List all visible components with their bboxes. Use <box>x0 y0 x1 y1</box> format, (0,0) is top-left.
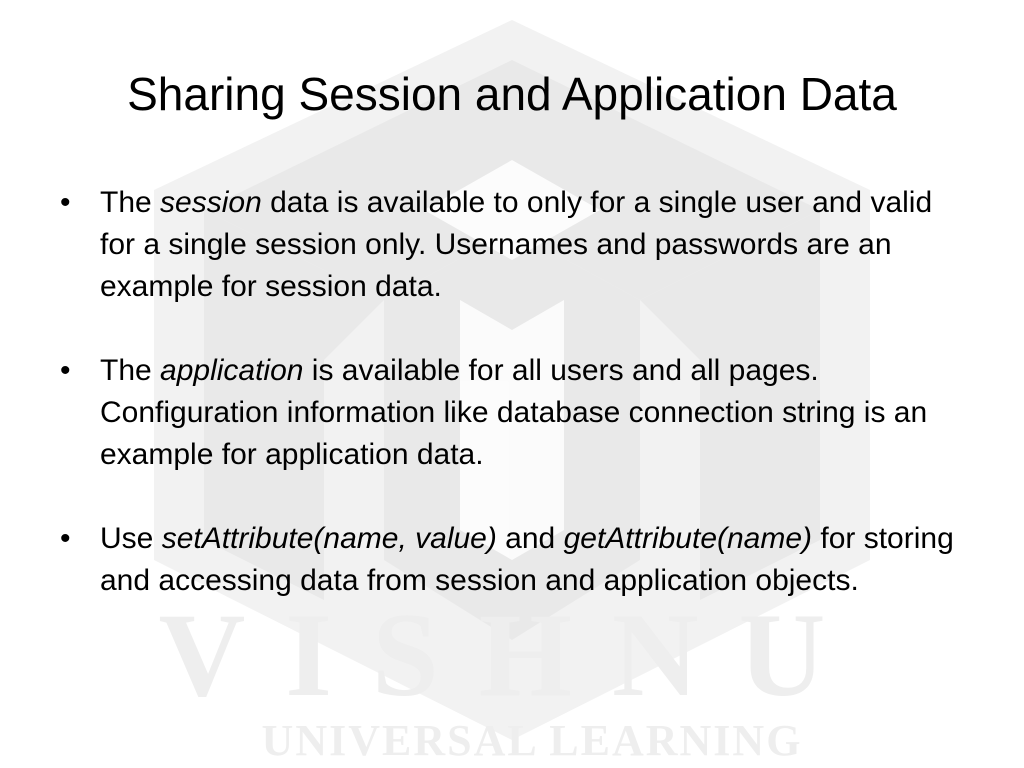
bullet-marker: • <box>60 354 71 387</box>
bullet-marker: • <box>60 186 71 219</box>
bullet-emphasis-text: session <box>160 186 262 219</box>
bullet-text: Use <box>100 522 162 555</box>
bullet-item <box>60 518 960 602</box>
bullet-marker: • <box>60 522 71 555</box>
bullet-item <box>60 350 960 476</box>
slide-title: Sharing Session and Application Data <box>127 68 897 120</box>
bullet-text: The <box>100 354 161 387</box>
bullet-list <box>60 182 960 644</box>
bullet-emphasis-text: application <box>160 354 304 387</box>
bullet-emphasis-text: getAttribute(name) <box>563 522 813 555</box>
bullet-text: data is available to only for a single user and valid for a single session only. Usernames and passwords are an example for session data. <box>100 186 933 303</box>
bullet-text: for storing and accessing data from session and application objects. <box>100 522 954 597</box>
bullet-item <box>60 182 960 308</box>
bullet-text: is available for all users and all pages. Configuration information like database connection string is an example for application data. <box>100 354 928 471</box>
bullet-emphasis-text: setAttribute(name, value) <box>161 522 497 555</box>
bullet-text: and <box>496 522 564 555</box>
watermark-letters: VISHNU <box>158 588 866 721</box>
watermark-tagline: UNIVERSAL LEARNING <box>261 716 803 765</box>
bullet-text: The <box>100 186 161 219</box>
